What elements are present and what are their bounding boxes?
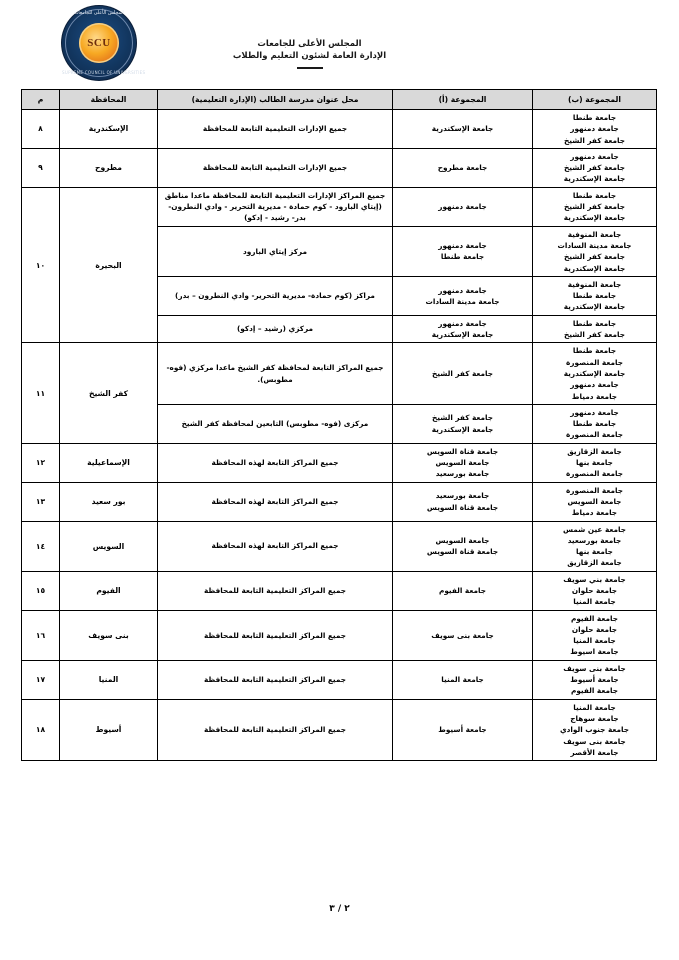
org-department-line: الإدارة العامة لشئون التعليم والطلاب [232, 51, 387, 62]
university-name: جامعة دمياط [571, 508, 618, 518]
cell-group-a [393, 521, 533, 571]
university-name: جامعة المنيا [441, 675, 484, 685]
cell-row-number: ١٠ [22, 187, 60, 343]
cell-group-b [533, 110, 657, 149]
cell-group-a [393, 482, 533, 521]
cell-row-number: ١٤ [22, 521, 60, 571]
university-name: جامعة طنطا [572, 419, 617, 429]
university-name: جامعة المنيا [573, 702, 616, 712]
table-row [22, 699, 657, 760]
university-name: جامعة المنوفية [567, 229, 622, 239]
university-name: جامعة كفر الشيخ [563, 163, 626, 173]
university-name: جامعة الإسكندرية [563, 368, 626, 378]
university-name: جامعة السويس [435, 458, 490, 468]
school-address-text: جميع الإدارات التعليمية التابعة للمحافظة [202, 163, 348, 173]
cell-group-b [533, 482, 657, 521]
university-name: جامعة كفر الشيخ [563, 135, 626, 145]
cell-group-b [533, 148, 657, 187]
cell-school-address [158, 343, 393, 404]
cell-group-a [393, 343, 533, 404]
header-divider-rule [297, 67, 323, 69]
university-name: جامعة قناة السويس [426, 446, 499, 456]
university-name: جامعة دمنهور [570, 407, 619, 417]
university-name: جامعة دمنهور [438, 318, 487, 328]
university-name: جامعة طنطا [572, 318, 617, 328]
column-header-number: م [22, 90, 60, 110]
cell-governorate: المنيا [60, 660, 158, 699]
cell-group-b [533, 571, 657, 610]
university-name: جامعة الإسكندرية [563, 302, 626, 312]
cell-governorate: أسيوط [60, 699, 158, 760]
cell-row-number: ١٣ [22, 482, 60, 521]
table-row [22, 571, 657, 610]
university-name: جامعة بورسعيد [435, 491, 490, 501]
cell-group-b [533, 660, 657, 699]
university-name: جامعة دمنهور [570, 151, 619, 161]
university-name: جامعة المنصورة [566, 485, 623, 495]
table-body [22, 110, 657, 761]
school-address-text: جميع المراكز التابعة لهذه المحافظة [211, 541, 339, 551]
university-name: جامعة السويس [435, 535, 490, 545]
cell-group-a [393, 610, 533, 660]
university-name: جامعة كفر الشيخ [563, 202, 626, 212]
university-name: جامعة المنصورة [566, 357, 623, 367]
school-address-text: جميع المراكز الإدارات التعليمية التابعة للمحافظة ماعدا مناطق (إيتاي البارود - كوم حمادة - مديرية التحرير - وادي النطرون- بدر- رشيد - إدكو) [164, 190, 386, 223]
university-name: جامعة المنوفية [567, 279, 622, 289]
university-name: جامعة الإسكندرية [431, 424, 494, 434]
university-name: جامعة بنها [576, 458, 613, 468]
university-name: جامعة مدينة السادات [425, 296, 500, 306]
cell-group-b [533, 276, 657, 315]
cell-group-a [393, 110, 533, 149]
university-name: جامعة المنيا [573, 597, 616, 607]
university-name: جامعة كفر الشيخ [431, 368, 494, 378]
university-name: جامعة دمياط [571, 391, 618, 401]
cell-school-address [158, 226, 393, 276]
cell-governorate: السويس [60, 521, 158, 571]
university-name: جامعة كفر الشيخ [563, 252, 626, 262]
cell-group-a [393, 187, 533, 226]
cell-group-a [393, 148, 533, 187]
university-name: جامعة الفيوم [571, 686, 618, 696]
university-name: جامعة طنطا [572, 113, 617, 122]
school-address-text: جميع المراكز التابعة لهذه المحافظة [211, 458, 339, 468]
cell-group-b [533, 443, 657, 482]
column-header-address: محل عنوان مدرسة الطالب (الإدارة التعليمية) [158, 90, 393, 110]
university-name: جامعة بني سويف [563, 574, 626, 584]
university-name: جامعة الزقازيق [567, 446, 622, 456]
table-row [22, 148, 657, 187]
university-name: جامعة طنطا [572, 346, 617, 356]
table-row [22, 110, 657, 149]
table-row [22, 443, 657, 482]
cell-group-a [393, 699, 533, 760]
cell-group-a [393, 226, 533, 276]
cell-row-number: ١٨ [22, 699, 60, 760]
cell-row-number: ١٢ [22, 443, 60, 482]
university-name: جامعة الأقصر [570, 747, 619, 757]
university-name: جامعة الزقازيق [567, 558, 622, 568]
cell-governorate: الإسكندرية [60, 110, 158, 149]
school-address-text: جميع المراكز التابعة لمحافظة كفر الشيخ ماعدا مركزي (فوه- مطوبس). [166, 363, 384, 384]
university-name: جامعة مدينة السادات [557, 240, 632, 250]
university-name: جامعة دمنهور [570, 380, 619, 390]
university-name: جامعة طنطا [572, 291, 617, 301]
university-name: جامعة عين شمس [562, 524, 627, 534]
cell-governorate: كفر الشيخ [60, 343, 158, 443]
university-name: جامعة الإسكندرية [431, 124, 494, 134]
table-row [22, 660, 657, 699]
university-name: جامعة بنها [576, 547, 613, 557]
cell-group-a [393, 404, 533, 443]
page-number: ٢ / ٣ [329, 904, 350, 914]
school-address-text: مركز إيتاي البارود [242, 246, 307, 256]
university-name: جامعة طنطا [440, 252, 485, 262]
school-address-text: جميع المراكز التابعة لهذه المحافظة [211, 496, 339, 506]
university-name: جامعة الإسكندرية [563, 263, 626, 273]
cell-group-a [393, 660, 533, 699]
table-row [22, 343, 657, 404]
cell-group-a [393, 315, 533, 343]
university-name: جامعة بنى سويف [563, 663, 626, 673]
university-distribution-table [21, 89, 657, 761]
school-address-text: مراكز (كوم حمادة- مديرية التحرير- وادي النطرون – بدر) [175, 291, 375, 301]
logo-monogram: SCU [87, 37, 111, 49]
cell-group-b [533, 521, 657, 571]
university-name: جامعة بنى سويف [431, 630, 494, 640]
cell-school-address [158, 187, 393, 226]
university-name: جامعة حلوان [571, 585, 618, 595]
university-name: جامعة بورسعيد [435, 469, 490, 479]
university-name: جامعة مطروح [437, 163, 488, 173]
document-header [0, 0, 679, 86]
university-name: جامعة دمنهور [438, 240, 487, 250]
cell-group-b [533, 315, 657, 343]
cell-group-a [393, 571, 533, 610]
university-name: جامعة بنى سويف [563, 736, 626, 746]
cell-school-address [158, 148, 393, 187]
university-name: جامعة بورسعيد [567, 535, 622, 545]
cell-school-address [158, 699, 393, 760]
university-name: جامعة جنوب الوادي [559, 725, 630, 735]
cell-row-number: ٨ [22, 110, 60, 149]
cell-row-number: ١٧ [22, 660, 60, 699]
cell-governorate: البحيرة [60, 187, 158, 343]
column-header-group-b: المجموعة (ب) [533, 90, 657, 110]
university-name: جامعة الإسكندرية [563, 213, 626, 223]
school-address-text: جميع المراكز التعليمية التابعة للمحافظة [204, 675, 346, 685]
university-name: جامعة الإسكندرية [431, 330, 494, 340]
university-name: جامعة طنطا [572, 190, 617, 200]
university-name: جامعة السويس [567, 496, 622, 506]
university-name: جامعة دمنهور [438, 202, 487, 212]
cell-school-address [158, 571, 393, 610]
university-name: جامعة الفيوم [571, 613, 618, 623]
cell-school-address [158, 276, 393, 315]
distribution-table-container [22, 89, 657, 761]
school-address-text: جميع الإدارات التعليمية التابعة للمحافظة [202, 124, 348, 134]
cell-group-b [533, 226, 657, 276]
table-row [22, 521, 657, 571]
cell-group-b [533, 404, 657, 443]
cell-school-address [158, 660, 393, 699]
university-name: جامعة كفر الشيخ [563, 330, 626, 340]
cell-group-b [533, 610, 657, 660]
table-header-row [22, 90, 657, 110]
university-name: جامعة دمنهور [438, 285, 487, 295]
cell-school-address [158, 443, 393, 482]
university-name: جامعة حلوان [571, 624, 618, 634]
cell-group-b [533, 343, 657, 404]
cell-school-address [158, 521, 393, 571]
cell-school-address [158, 110, 393, 149]
cell-group-b [533, 187, 657, 226]
column-header-group-a: المجموعة (أ) [393, 90, 533, 110]
cell-row-number: ١٥ [22, 571, 60, 610]
table-row [22, 610, 657, 660]
cell-school-address [158, 610, 393, 660]
university-name: جامعة دمنهور [570, 124, 619, 134]
university-name: جامعة قناة السويس [426, 547, 499, 557]
org-heading-block [0, 38, 679, 69]
table-row [22, 187, 657, 226]
school-address-text: جميع المراكز التعليمية التابعة للمحافظة [204, 585, 346, 595]
cell-school-address [158, 404, 393, 443]
cell-group-b [533, 699, 657, 760]
cell-governorate: مطروح [60, 148, 158, 187]
cell-governorate: الفيوم [60, 571, 158, 610]
school-address-text: مركزي (رشيد – إدكو) [236, 324, 314, 334]
document-footer [0, 896, 679, 915]
university-name: جامعة اسيوط [570, 647, 619, 657]
logo-english-arc-text: SUPREME COUNCIL OF UNIVERSITIES [62, 70, 146, 75]
university-name: جامعة أسيوط [438, 725, 487, 735]
cell-governorate: بور سعيد [60, 482, 158, 521]
cell-row-number: ١٦ [22, 610, 60, 660]
table-row [22, 482, 657, 521]
cell-row-number: ١١ [22, 343, 60, 443]
org-name-line: المجلس الأعلى للجامعات [257, 39, 362, 49]
school-address-text: جميع المراكز التعليمية التابعة للمحافظة [204, 725, 346, 735]
university-name: جامعة الفيوم [439, 585, 486, 595]
cell-group-a [393, 443, 533, 482]
university-name: جامعة سوهاج [570, 713, 619, 723]
cell-group-a [393, 276, 533, 315]
column-header-governorate: المحافظة [60, 90, 158, 110]
cell-governorate: الإسماعيلية [60, 443, 158, 482]
university-name: جامعة المنصورة [566, 469, 623, 479]
university-name: جامعة قناة السويس [426, 502, 499, 512]
university-name: جامعة المنيا [573, 636, 616, 646]
cell-governorate: بنى سويف [60, 610, 158, 660]
cell-school-address [158, 315, 393, 343]
table-header [22, 90, 657, 110]
cell-school-address [158, 482, 393, 521]
university-name: جامعة الإسكندرية [563, 174, 626, 184]
school-address-text: جميع المراكز التعليمية التابعة للمحافظة [204, 630, 346, 640]
university-name: جامعة كفر الشيخ [431, 413, 494, 423]
university-name: جامعة المنصورة [566, 430, 623, 440]
logo-arabic-arc-text: المجلس الأعلى للجامعات [73, 10, 125, 16]
school-address-text: مركزى (فوه- مطوبس) التابعين لمحافظة كفر الشيخ [181, 419, 369, 429]
cell-row-number: ٩ [22, 148, 60, 187]
university-name: جامعة أسيوط [570, 675, 619, 685]
